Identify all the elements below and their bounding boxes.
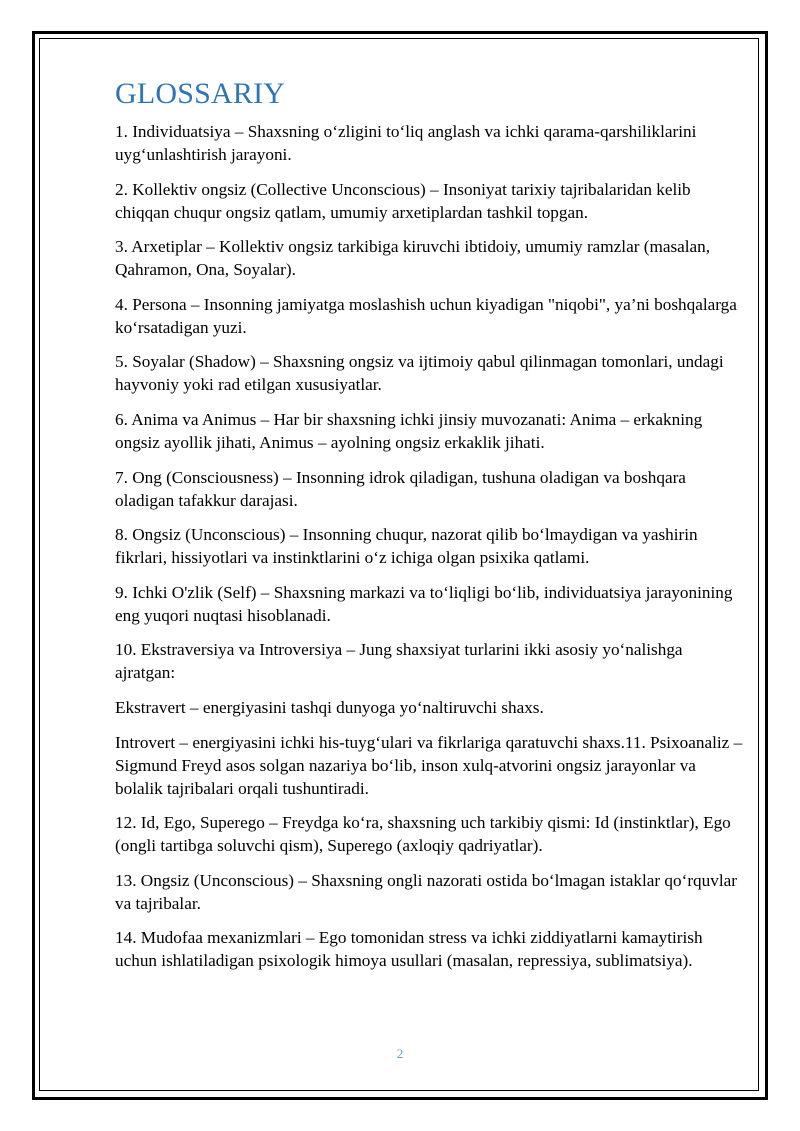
glossary-entry-7: 7. Ong (Consciousness) – Insonning idrok qiladigan, tushuna oladigan va boshqara oladigan tafakkur darajasi. [115,467,686,510]
glossary-entry-9: 9. Ichki O'zlik (Self) – Shaxsning markazi va to‘liqligi bo‘lib, individuatsiya jarayonining eng yuqori nuqtasi hisoblanadi. [115,582,733,625]
glossary-entry-3: 3. Arxetiplar – Kollektiv ongsiz tarkibiga kiruvchi ibtidoiy, umumiy ramzlar (masalan, Qahramon, Ona, Soyalar). [115,237,711,280]
glossary-entry-1: 1. Individuatsiya – Shaxsning o‘zligini to‘liq anglash va ichki qarama-qarshiliklarini uyg‘unlashtirish jarayoni. [115,122,697,164]
glossary-entry-5: 5. Soyalar (Shadow) – Shaxsning ongsiz va ijtimoiy qabul qilinmagan tomonlari, undagi hayvoniy yoki rad etilgan xususiyatlar. [115,352,724,395]
glossary-entry-8: 8. Ongsiz (Unconscious) – Insonning chuqur, nazorat qilib bo‘lmaydigan va yashirin fikrlari, hissiyotlari va instinktlarini o‘z ichiga olgan psixika qatlami. [115,525,698,568]
glossary-entry-14: 14. Mudofaa mexanizmlari – Ego tomonidan stress va ichki ziddiyatlarni kamaytirish uchun ishlatiladigan psixologik himoya usullari (masalan, repressiya, sublimatsiya). [115,928,703,971]
page-number: 2 [396,1046,404,1061]
page-title: GLOSSARIY [115,77,286,110]
glossary-entry-extravert: Ekstravert – energiyasini tashqi dunyoga yo‘naltiruvchi shaxs. [115,697,544,717]
glossary-entry-6: 6. Anima va Animus – Har bir shaxsning ichki jinsiy muvozanati: Anima – erkakning ongsiz ayollik jihati, Animus – ayolning ongsiz erkaklik jihati. [115,409,703,452]
glossary-entry-4: 4. Persona – Insonning jamiyatga moslashish uchun kiyadigan "niqobi", ya’ni boshqalarga ko‘rsatadigan yuzi. [115,294,737,337]
glossary-entry-13: 13. Ongsiz (Unconscious) – Shaxsning ongli nazorati ostida bo‘lmagan istaklar qo‘rquvlar va tajribalar. [115,870,737,913]
glossary-entry-2: 2. Kollektiv ongsiz (Collective Unconscious) – Insoniyat tarixiy tajribalaridan kelib chiqqan chuqur ongsiz qatlam, umumiy arxetiplardan tashkil topgan. [115,179,691,222]
glossary-entry-introvert-11: Introvert – energiyasini ichki his-tuyg‘ulari va fikrlariga qaratuvchi shaxs.11. Psixoanaliz – Sigmund Freyd asos solgan nazariya bo‘lib, inson xulq-atvorini ongsiz jarayonlar va bolalik tajribalari orqali tushuntiradi. [115,732,743,798]
glossary-entry-12: 12. Id, Ego, Superego – Freydga ko‘ra, shaxsning uch tarkibiy qismi: Id (instinktlar), Ego (ongli tartibga soluvchi qism), Superego (axloqiy qadriyatlar). [115,813,731,856]
page-content [115,76,743,984]
glossary-entry-10: 10. Ekstraversiya va Introversiya – Jung shaxsiyat turlarini ikki asosiy yo‘nalishga ajratgan: [115,640,683,683]
